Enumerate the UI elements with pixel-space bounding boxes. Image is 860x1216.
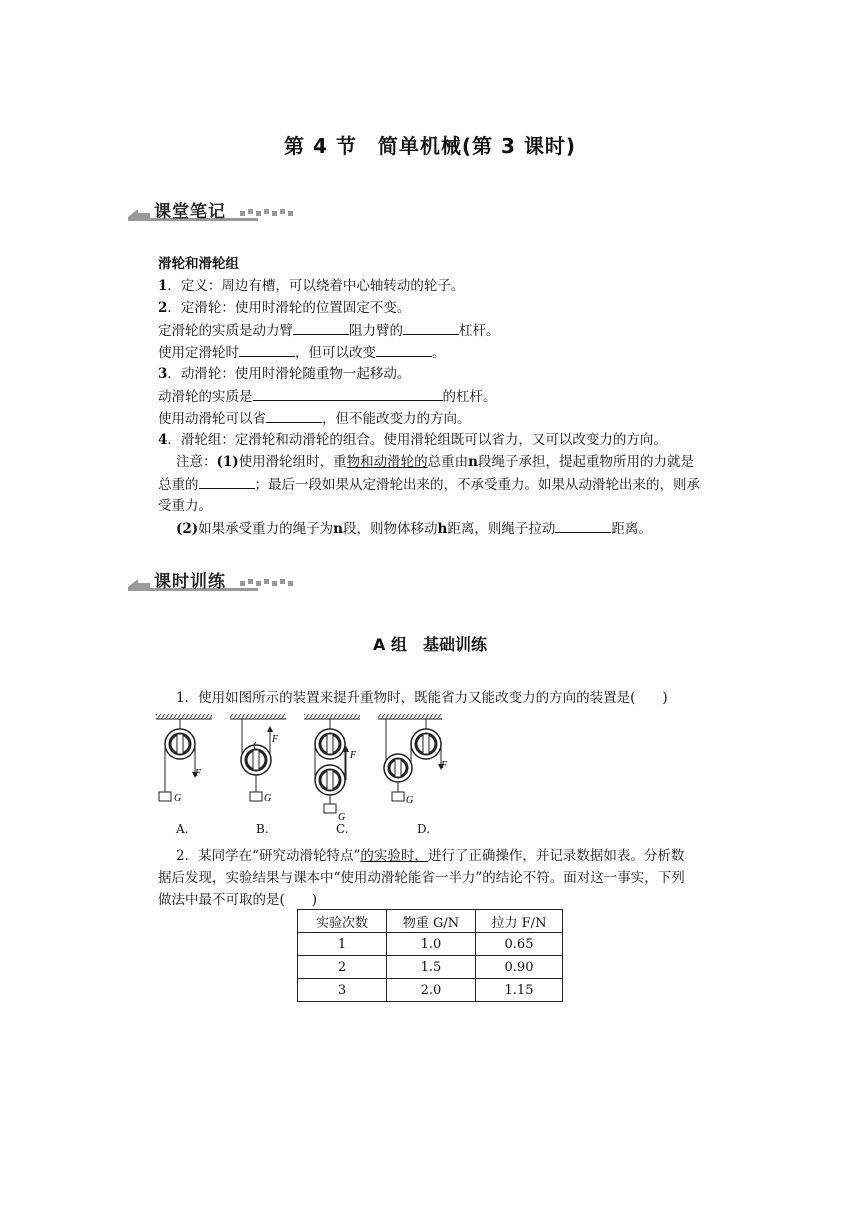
text: 杠杆。 (459, 323, 500, 339)
text: ．动滑轮：使用时滑轮随重物一起移动。 (167, 366, 411, 382)
notes-line-1 (158, 276, 464, 296)
blank[interactable] (199, 474, 255, 489)
text: 动滑轮的实质是 (158, 389, 253, 405)
notes-line-10 (158, 474, 700, 495)
table-cell: 1.5 (387, 956, 476, 979)
q1-text: 1．使用如图所示的装置来提升重物时，既能省力又能改变力的方向的装置是( ) (176, 690, 668, 706)
table-cell: 0.90 (476, 956, 563, 979)
table-cell: 2.0 (387, 979, 476, 1002)
page-title: 第 4 节 简单机械(第 3 课时) (284, 134, 576, 158)
text: ．定义：周边有槽，可以绕着中心轴转动的轮子。 (167, 278, 465, 294)
table-row (298, 933, 563, 956)
blank[interactable] (376, 342, 432, 357)
notes-line-7 (158, 408, 471, 429)
table-cell: 3 (298, 979, 387, 1002)
blank[interactable] (403, 320, 459, 335)
weight-label: G (264, 793, 272, 804)
option-c[interactable]: C. (336, 822, 349, 836)
text: n (333, 521, 343, 537)
table-cell: 0.65 (476, 933, 563, 956)
section-banner-training (128, 567, 298, 593)
weight-label: G (338, 812, 346, 823)
num: 4 (158, 432, 168, 448)
q2-line-1 (176, 846, 684, 866)
text: ，但不能改变力的方向。 (322, 411, 471, 427)
blank[interactable] (266, 408, 322, 423)
section-banner-notes (128, 197, 298, 223)
data-table (297, 909, 563, 1002)
num: 3 (158, 366, 168, 382)
banner-notes-label: 课堂笔记 (154, 202, 226, 222)
notes-line-11: 受重力。 (158, 498, 212, 514)
q2-line-3: 做法中最不可取的是( ) (158, 892, 318, 908)
force-label: F (441, 760, 448, 771)
notes-line-2 (158, 298, 410, 318)
notes-line-5 (158, 364, 410, 384)
text: n (468, 454, 478, 470)
force-label: F (272, 734, 279, 745)
text: 。 (432, 345, 446, 361)
notes-line-4 (158, 342, 446, 363)
force-label: F (195, 768, 202, 779)
diagram-a (156, 714, 212, 804)
text: 阻力臂的 (349, 323, 403, 339)
diagram-b (230, 714, 286, 804)
text: (1) (216, 454, 239, 470)
blank[interactable] (555, 518, 611, 533)
text: 使用滑轮组时，重 (238, 454, 347, 470)
option-a[interactable]: A. (176, 822, 189, 836)
q2-line-2: 据后发现，实验结果与课本中“使用动滑轮能省一半力”的结论不符。面对这一事实，下列 (158, 870, 685, 886)
blank[interactable] (253, 386, 443, 401)
table-row (298, 956, 563, 979)
banner-training-label: 课时训练 (154, 572, 226, 592)
text: ；最后一段如果从定滑轮出来的，不承受重力。如果从动滑轮出来的，则承 (254, 477, 700, 493)
notes-line-3 (158, 320, 500, 341)
diagram-d (378, 714, 448, 806)
text: 如果承受重力的绳子为 (198, 521, 334, 537)
text: 的杠杆。 (442, 389, 497, 405)
text: 使用定滑轮时 (158, 345, 239, 361)
pulley-diagrams (150, 712, 460, 824)
blank[interactable] (293, 320, 349, 335)
text: 定滑轮的实质是动力臂 (158, 323, 293, 339)
text: ．定滑轮：使用时滑轮的位置固定不变。 (167, 300, 411, 316)
weight-label: G (406, 795, 414, 806)
text: ，但可以改变 (295, 345, 376, 361)
notes-line-8 (158, 430, 667, 450)
table-cell: 1.0 (387, 933, 476, 956)
option-d[interactable]: D. (417, 822, 431, 836)
text: (2) (176, 521, 199, 537)
table-header: 实验次数 (298, 910, 387, 933)
option-b[interactable]: B. (256, 822, 269, 836)
notes-heading: 滑轮和滑轮组 (158, 256, 239, 272)
text: 距离。 (611, 521, 652, 537)
text: 的实验时， (360, 848, 428, 864)
blank[interactable] (239, 342, 295, 357)
table-cell: 1 (298, 933, 387, 956)
text: 段绳子承担，提起重物所用的力就是 (478, 454, 694, 470)
num: 1 (158, 278, 168, 294)
table-header: 物重 G/N (387, 910, 476, 933)
text: ．滑轮组：定滑轮和动滑轮的组合。使用滑轮组既可以省力，又可以改变力的方向。 (167, 432, 667, 448)
diagram-c (304, 714, 360, 823)
text: 段，则物体移动 (343, 521, 438, 537)
notes-line-12 (176, 518, 652, 539)
table-header: 拉力 F/N (476, 910, 563, 933)
weight-label: G (174, 793, 182, 804)
num: 2 (158, 300, 168, 316)
text: 距离，则绳子拉动 (447, 521, 556, 537)
table-cell: 2 (298, 956, 387, 979)
notes-line-6 (158, 386, 497, 407)
text: 2．某同学在“研究动滑轮特点” (176, 848, 361, 864)
group-a-heading: A 组 基础训练 (373, 635, 487, 654)
notes-line-9 (176, 452, 694, 472)
table-row (298, 979, 563, 1002)
table-header-row (298, 910, 563, 933)
table-cell: 1.15 (476, 979, 563, 1002)
text: h (437, 521, 448, 537)
force-label: F (350, 750, 357, 761)
text: 进行了正确操作，并记录数据如表。分析数 (427, 848, 685, 864)
text: 注意： (176, 454, 217, 470)
text: 物和动滑轮的 (346, 454, 428, 470)
text: 使用动滑轮可以省 (158, 411, 266, 427)
text: 总重的 (158, 477, 199, 493)
text: 总重由 (427, 454, 469, 470)
